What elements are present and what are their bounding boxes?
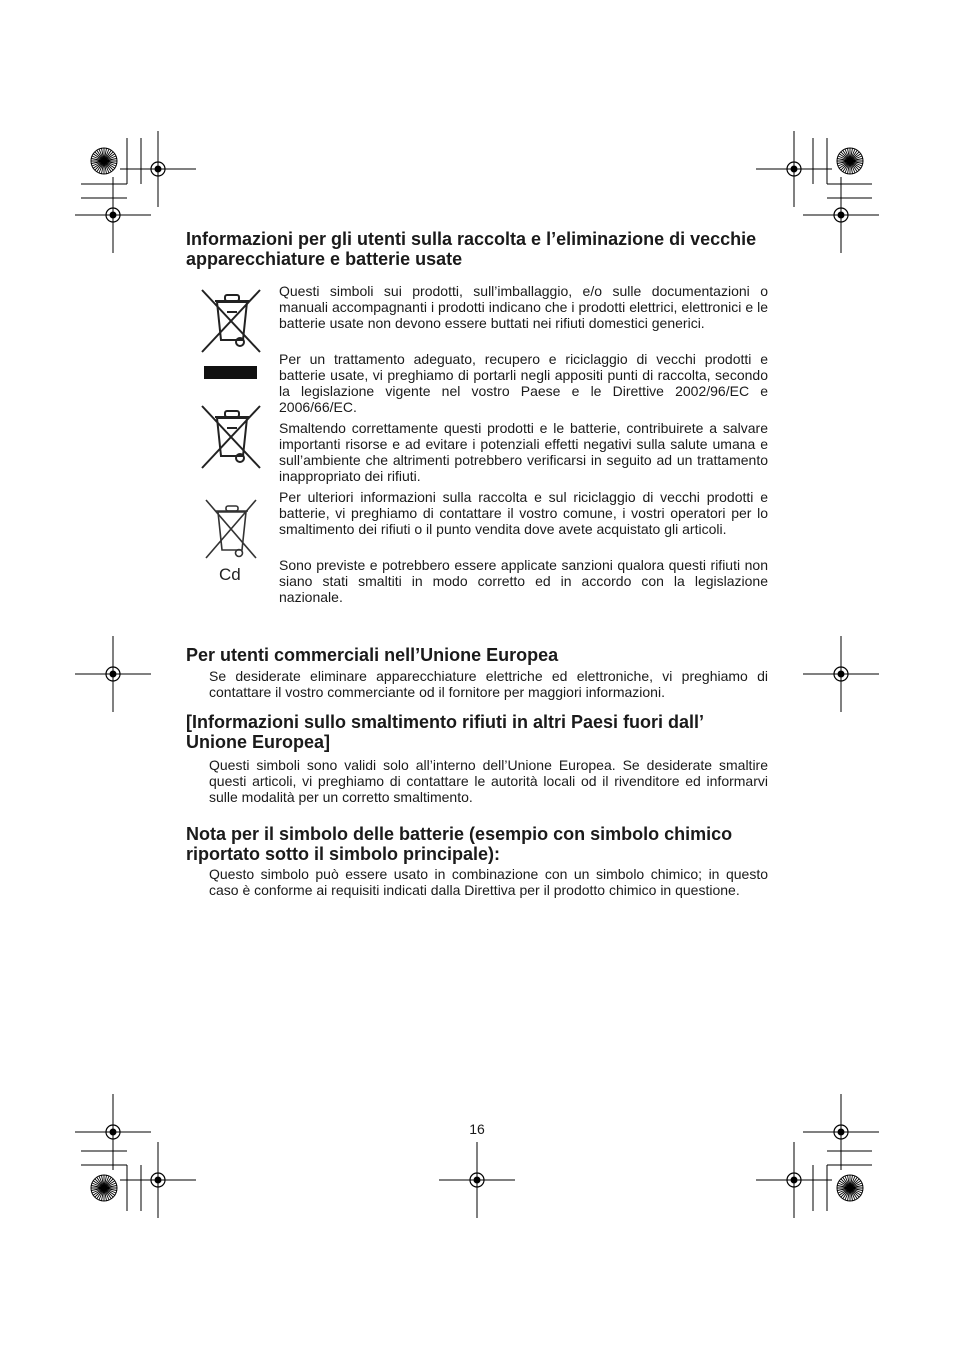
weee-bin-icon: [196, 400, 268, 472]
battery-bin-icon: [196, 496, 268, 562]
section1-paragraph-4: Per ulteriori informazioni sulla raccolta e sul riciclaggio di vecchi prodotti e batterie, vi preghiamo di contattare il vostro comune, i vostri operatori per lo smaltimento dei rifiuti o il punto vendita dove avete acquistato gli articoli.: [279, 489, 768, 537]
section3-title: [Informazioni sullo smaltimento rifiuti in altri Paesi fuori dall’ Unione Europea]: [186, 712, 704, 752]
section3-body: Questi simboli sono validi solo all’interno dell’Unione Europea. Se desiderate smaltire questi articoli, vi preghiamo di contattare le autorità locali od il rivenditore ed informarvi sulle modalità per un corretto smaltimento.: [209, 757, 768, 805]
black-bar: [204, 366, 276, 380]
section1-title: Informazioni per gli utenti sulla raccolta e l’eliminazione di vecchie apparecchiature e batterie usate: [186, 229, 757, 269]
weee-bin-icon: [196, 284, 268, 356]
page-number: 16: [469, 1121, 485, 1137]
section4-body: Questo simbolo può essere usato in combinazione con un simbolo chimico; in questo caso è conforme ai requisiti indicati dalla Direttiva per il prodotto chimico in questione.: [209, 866, 768, 898]
chemical-symbol: Cd: [219, 565, 241, 584]
section1-paragraph-5: Sono previste e potrebbero essere applicate sanzioni qualora questi rifiuti non siano stati smaltiti in modo corretto ed in accordo con la legislazione nazionale.: [279, 557, 768, 605]
section1-paragraph-3: Smaltendo correttamente questi prodotti e le batterie, contribuirete a salvare importanti risorse e ad evitare i potenziali effetti negativi sulla salute umana e sull’ambiente che altrimenti potrebbero verificarsi in seguito ad un trattamento inappropriato dei rifiuti.: [279, 420, 768, 484]
section1-paragraph-1: Questi simboli sui prodotti, sull’imballaggio, e/o sulle documentazioni o manuali accompagnanti i prodotti indicano che i prodotti elettrici, elettronici e le batterie usate non devono essere buttati nei rifiuti domestici generici.: [279, 283, 768, 331]
section4-title: Nota per il simbolo delle batterie (esempio con simbolo chimico riportato sotto il simbolo principale):: [186, 824, 733, 864]
section2-body: Se desiderate eliminare apparecchiature elettriche ed elettroniche, vi preghiamo di contattare il vostro commerciante od il fornitore per maggiori informazioni.: [209, 668, 768, 700]
section1-paragraph-2: Per un trattamento adeguato, recupero e riciclaggio di vecchi prodotti e batterie usate, vi preghiamo di portarli negli appositi punti di raccolta, secondo la legislazione vigente nel vostro Paese e le Direttive 2002/96/EC e 2006/66/EC.: [279, 351, 768, 415]
section2-title: Per utenti commerciali nell’Unione Europea: [186, 645, 559, 665]
